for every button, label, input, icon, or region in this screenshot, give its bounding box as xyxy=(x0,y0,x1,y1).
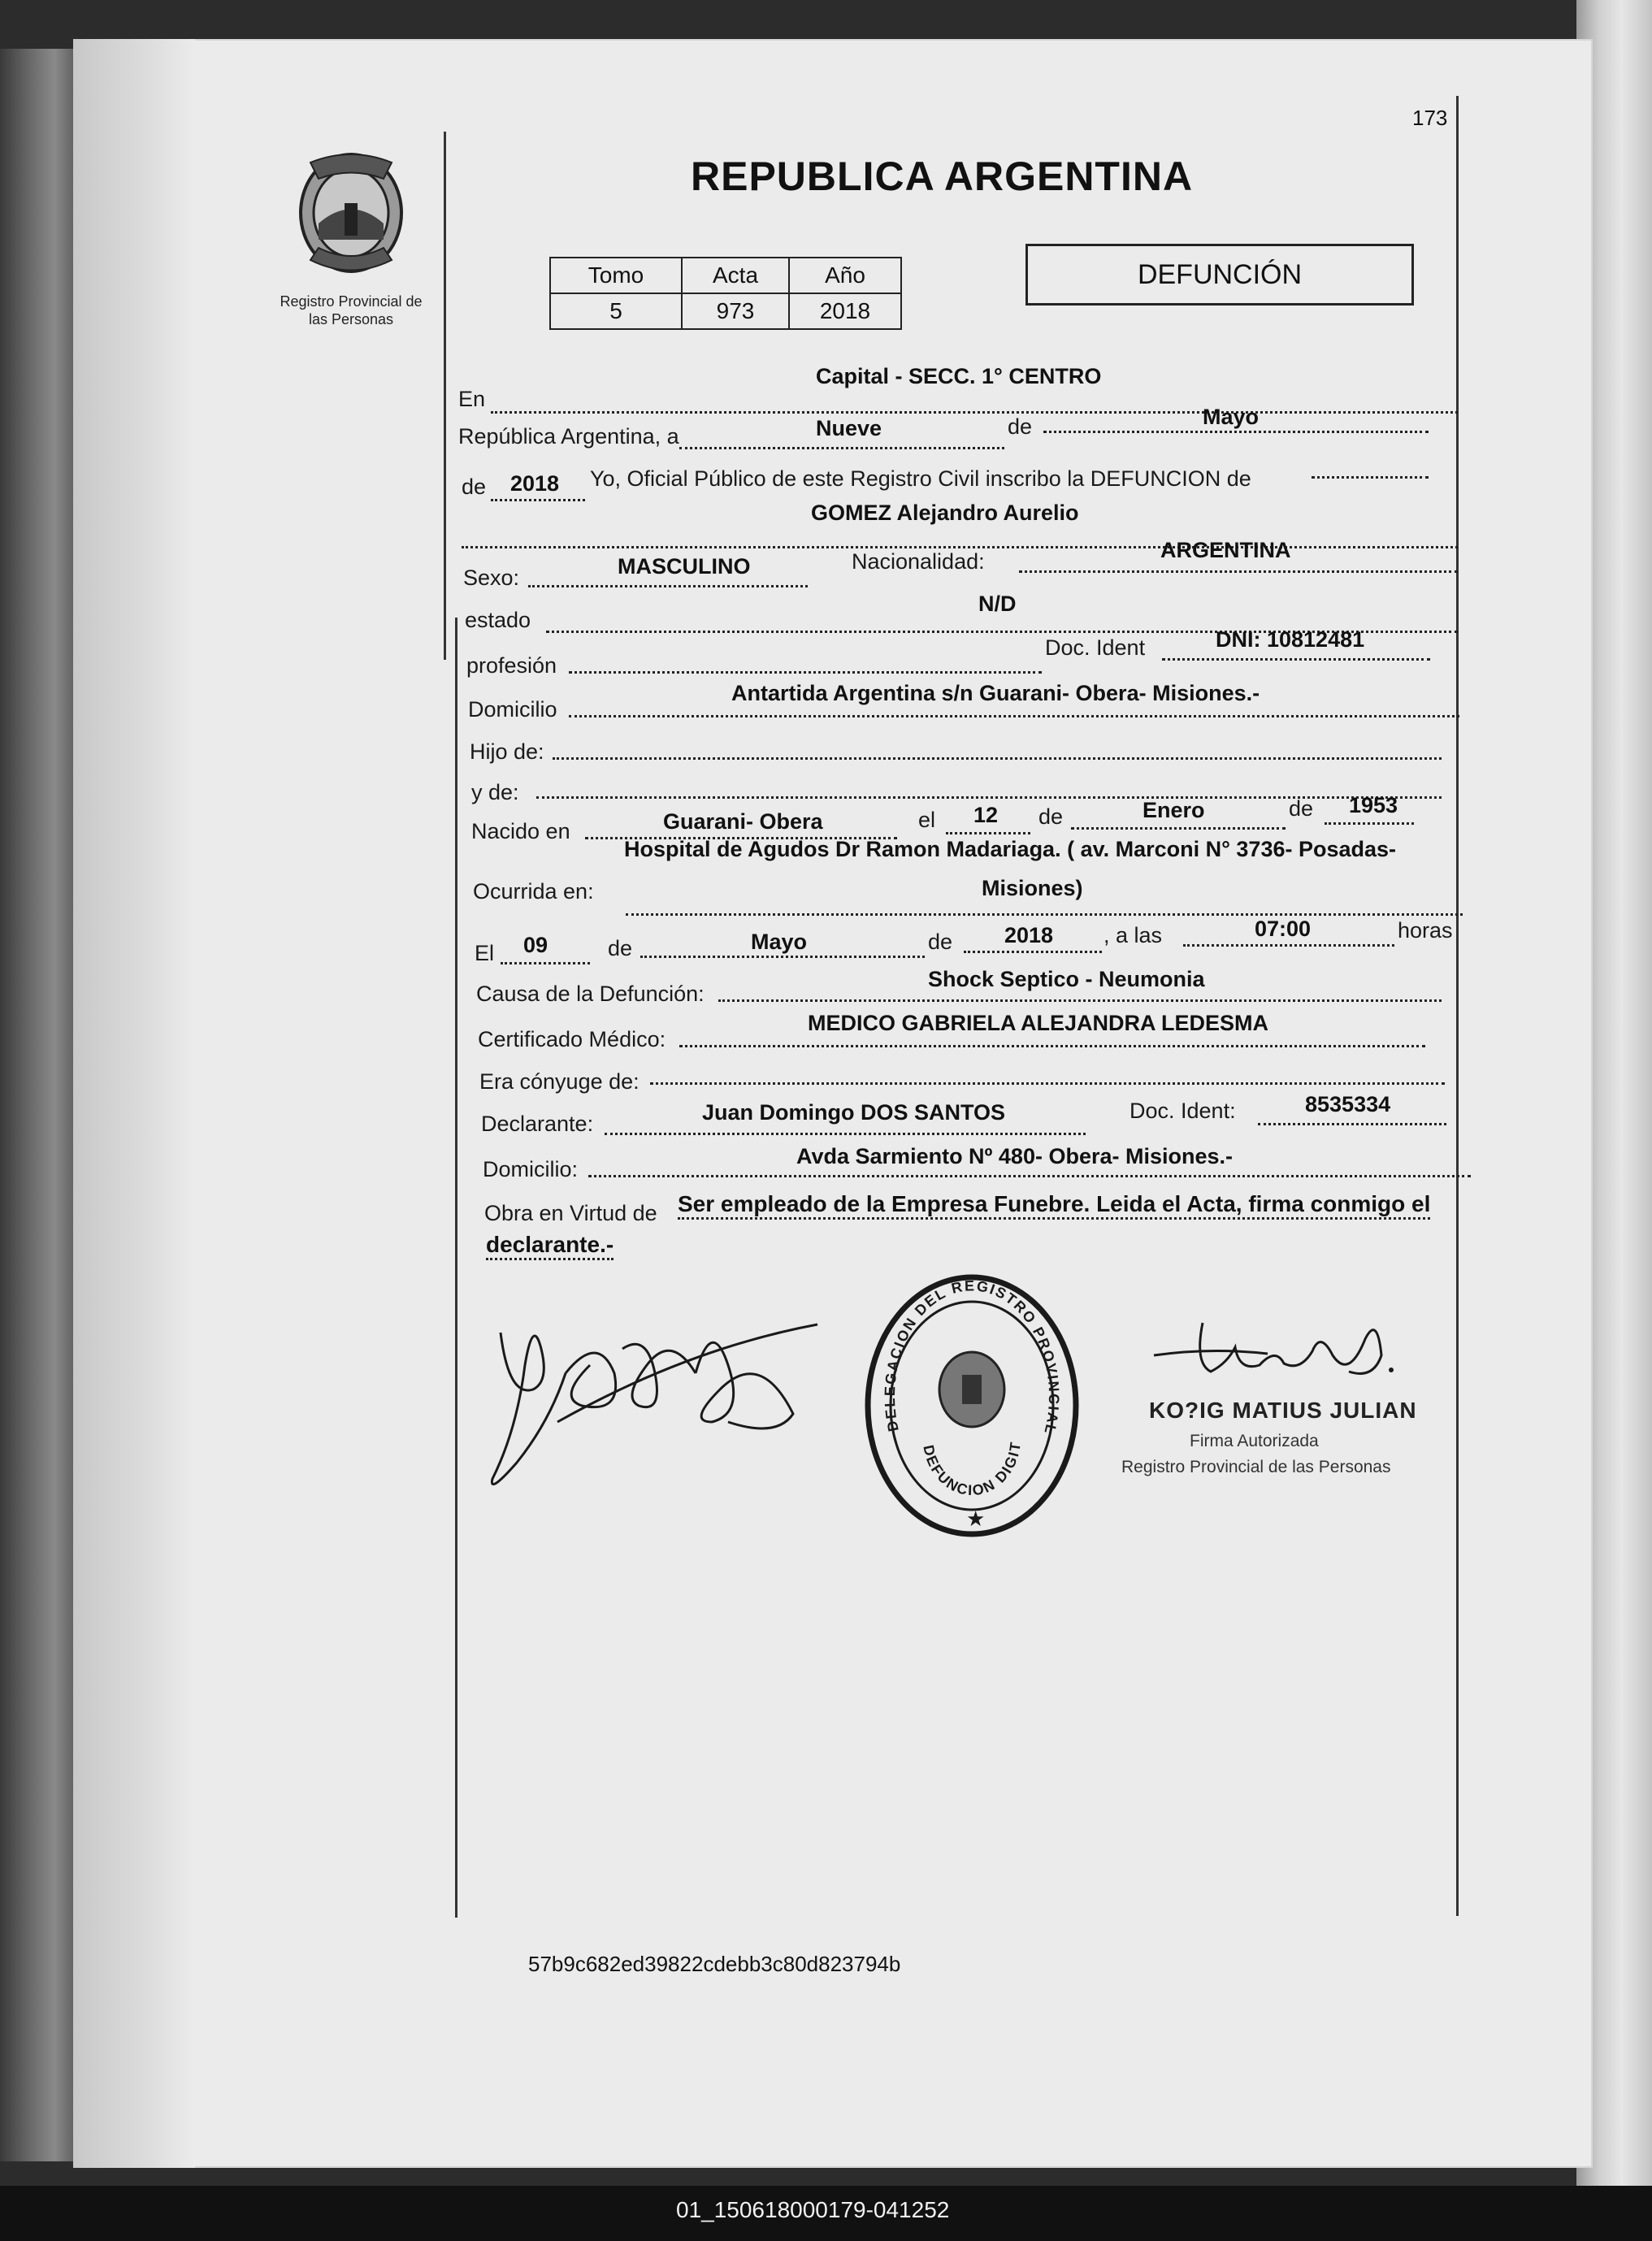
label-profesion: profesión xyxy=(466,653,557,678)
label-a-las: , a las xyxy=(1104,923,1163,947)
value-en: Capital - SECC. 1° CENTRO xyxy=(816,364,1102,388)
label-conyuge: Era cónyuge de: xyxy=(479,1069,640,1094)
value-declarante: Juan Domingo DOS SANTOS xyxy=(702,1100,1006,1125)
label-nacido: Nacido en xyxy=(471,819,570,843)
line-mes xyxy=(1043,431,1429,433)
value-obra-line2: declarante.- xyxy=(486,1232,614,1260)
value-anio: 2018 xyxy=(510,471,560,496)
logo-caption-line1: Registro Provincial de xyxy=(280,293,423,310)
official-signature xyxy=(1146,1307,1398,1396)
official-name: KO?IG MATIUS JULIAN xyxy=(1149,1398,1417,1423)
value-ocurrida-line2: Misiones) xyxy=(982,876,1083,900)
value-dia: Nueve xyxy=(816,416,882,440)
province-emblem-logo xyxy=(286,146,416,284)
line-causa xyxy=(718,999,1442,1002)
value-certificado: MEDICO GABRIELA ALEJANDRA LEDESMA xyxy=(808,1011,1269,1035)
registry-seal xyxy=(858,1268,1086,1544)
line-domicilio2 xyxy=(588,1175,1471,1177)
line-nac-anio xyxy=(1325,822,1414,825)
official-role: Firma Autorizada xyxy=(1190,1432,1319,1450)
label-domicilio: Domicilio xyxy=(468,697,557,722)
text-oficial: Yo, Oficial Público de este Registro Civil inscribo la DEFUNCION de xyxy=(590,466,1251,491)
left-margin-line-bottom xyxy=(455,618,457,1918)
line-profesion xyxy=(569,671,1042,674)
label-de3: de xyxy=(1038,804,1064,829)
value-hora: 07:00 xyxy=(1255,917,1312,941)
value-doc-ident: DNI: 10812481 xyxy=(1216,627,1365,652)
label-de1: de xyxy=(1008,414,1033,439)
footer-code: 01_150618000179-041252 xyxy=(676,2197,950,2222)
value-causa: Shock Septico - Neumonia xyxy=(928,967,1205,991)
label-de4: de xyxy=(1289,796,1314,821)
label-domicilio2: Domicilio: xyxy=(483,1157,579,1181)
document-type-box: DEFUNCIÓN xyxy=(1025,244,1414,306)
line-sexo xyxy=(528,585,808,587)
label-republica: República Argentina, a xyxy=(458,424,679,449)
label-de2: de xyxy=(462,475,487,499)
value-def-dia: 09 xyxy=(523,933,548,957)
line-doc-ident xyxy=(1162,658,1430,661)
label-y-de: y de: xyxy=(471,780,519,804)
book-binding xyxy=(0,49,78,2161)
svg-text:★: ★ xyxy=(966,1506,986,1531)
value-def-mes: Mayo xyxy=(751,930,808,954)
label-doc-ident2: Doc. Ident: xyxy=(1130,1099,1236,1123)
registry-table xyxy=(549,257,902,330)
value-mes: Mayo xyxy=(1203,405,1260,429)
label-declarante: Declarante: xyxy=(481,1112,594,1136)
label-ocurrida: Ocurrida en: xyxy=(473,879,594,904)
line-domicilio xyxy=(569,715,1459,717)
registry-header-acta: Acta xyxy=(682,258,789,293)
document-hash: 57b9c682ed39822cdebb3c80d823794b xyxy=(528,1952,901,1976)
label-en: En xyxy=(458,387,486,411)
logo-caption-line2: las Personas xyxy=(308,311,394,327)
line-doc-ident2 xyxy=(1258,1123,1446,1125)
value-nacido: Guarani- Obera xyxy=(663,809,823,834)
label-doc-ident: Doc. Ident xyxy=(1045,635,1146,660)
line-conyuge xyxy=(650,1082,1445,1085)
line-oficial-end xyxy=(1312,476,1429,479)
label-el: el xyxy=(918,808,936,832)
registry-header-anio: Año xyxy=(789,258,901,293)
value-nac-dia: 12 xyxy=(973,803,999,827)
label-certificado: Certificado Médico: xyxy=(478,1027,666,1051)
registry-value-acta: 973 xyxy=(682,293,789,329)
label-hijo: Hijo de: xyxy=(470,739,544,764)
line-nombre xyxy=(462,546,1458,548)
line-hijo xyxy=(553,757,1442,760)
registry-value-anio: 2018 xyxy=(789,293,901,329)
registry-header-tomo: Tomo xyxy=(550,258,682,293)
line-def-dia xyxy=(501,962,590,964)
value-obra-line1: Ser empleado de la Empresa Funebre. Leida el Acta, firma conmigo el xyxy=(678,1191,1430,1220)
value-nac-mes: Enero xyxy=(1143,798,1205,822)
line-def-mes xyxy=(640,956,925,958)
label-horas: horas xyxy=(1398,918,1453,943)
label-de6: de xyxy=(928,930,953,954)
value-sexo: MASCULINO xyxy=(618,554,751,579)
value-def-anio: 2018 xyxy=(1004,923,1054,947)
seal-outer-text: DELEGACION DEL REGISTRO PROVINCIAL xyxy=(881,1277,1063,1437)
value-nombre: GOMEZ Alejandro Aurelio xyxy=(811,501,1079,525)
left-margin-line-top xyxy=(444,132,446,660)
right-margin-line xyxy=(1456,96,1459,1916)
line-certificado xyxy=(679,1045,1425,1047)
value-domicilio: Antartida Argentina s/n Guarani- Obera- Misiones.- xyxy=(731,681,1260,705)
line-hora xyxy=(1183,944,1394,947)
page-number: 173 xyxy=(1412,106,1448,130)
line-en xyxy=(491,411,1458,414)
value-nac-anio: 1953 xyxy=(1349,793,1398,817)
label-estado: estado xyxy=(465,608,531,632)
official-org: Registro Provincial de las Personas xyxy=(1121,1458,1391,1476)
line-nac-dia xyxy=(946,832,1030,834)
logo-caption xyxy=(262,293,440,328)
line-dia xyxy=(679,447,1004,449)
declarant-signature xyxy=(484,1300,826,1495)
line-def-anio xyxy=(964,951,1102,953)
line-ocurrida xyxy=(626,913,1463,916)
value-estado: N/D xyxy=(978,592,1017,616)
document-title: REPUBLICA ARGENTINA xyxy=(691,154,1194,199)
line-anio xyxy=(491,499,585,501)
value-doc-ident2: 8535334 xyxy=(1305,1092,1391,1116)
label-nacionalidad: Nacionalidad: xyxy=(852,549,985,574)
line-nacionalidad xyxy=(1019,570,1458,573)
label-sexo: Sexo: xyxy=(463,566,520,590)
seal-inner-text: DEFUNCION DIGIT xyxy=(920,1441,1024,1499)
registry-value-tomo: 5 xyxy=(550,293,682,329)
value-domicilio2: Avda Sarmiento Nº 480- Obera- Misiones.- xyxy=(796,1144,1234,1168)
label-de5: de xyxy=(608,936,633,960)
line-nac-mes xyxy=(1071,827,1286,830)
value-ocurrida-line1: Hospital de Agudos Dr Ramon Madariaga. ( av. Marconi N° 3736- Posadas- xyxy=(624,837,1397,861)
line-declarante xyxy=(605,1133,1086,1135)
label-obra: Obra en Virtud de xyxy=(484,1201,657,1225)
label-causa: Causa de la Defunción: xyxy=(476,982,705,1006)
label-el2: El xyxy=(475,941,495,965)
value-nacionalidad: ARGENTINA xyxy=(1160,538,1291,562)
